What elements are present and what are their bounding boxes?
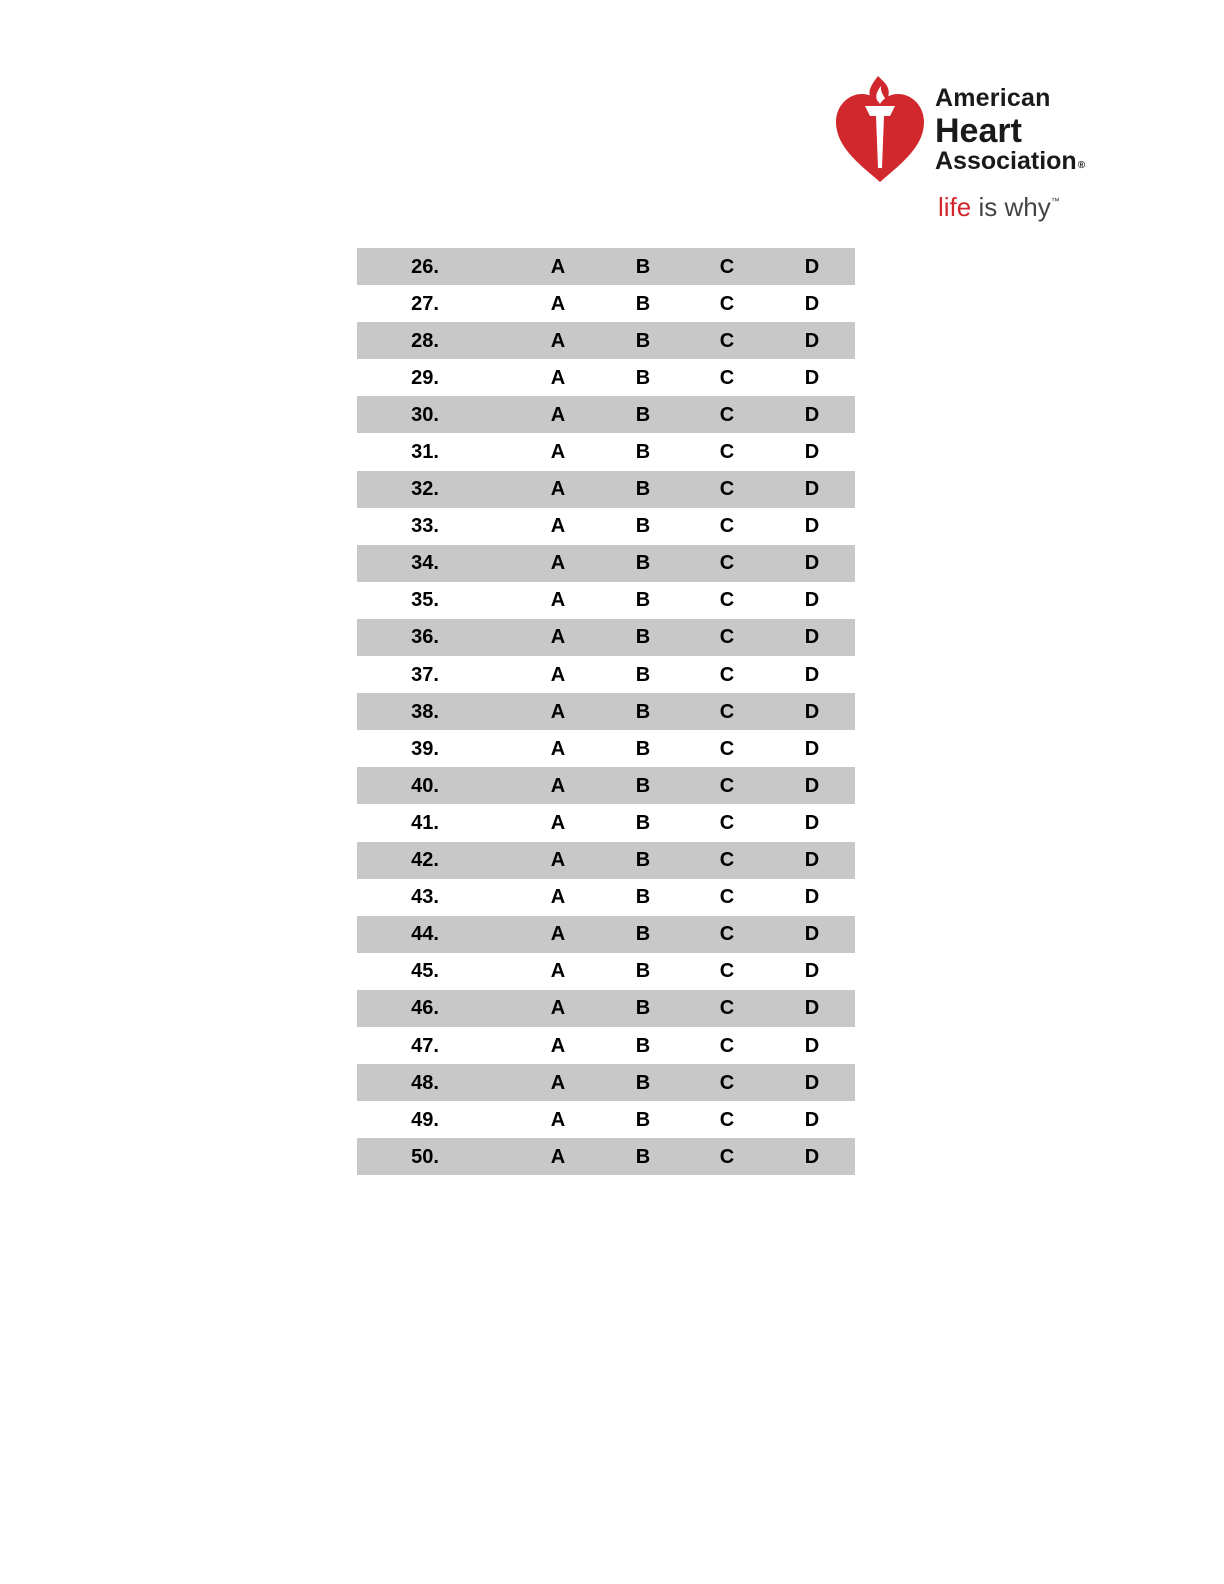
- question-number: 26.: [411, 255, 439, 278]
- answer-row: [357, 322, 855, 359]
- logo-line-heart: Heart: [935, 112, 1022, 150]
- answer-row: [357, 730, 855, 767]
- option-b[interactable]: B: [635, 403, 651, 426]
- answer-row: [357, 879, 855, 916]
- option-d[interactable]: D: [804, 997, 820, 1020]
- answer-row: [357, 767, 855, 804]
- option-c[interactable]: C: [719, 292, 735, 315]
- option-d[interactable]: D: [804, 255, 820, 278]
- option-a[interactable]: A: [550, 515, 566, 538]
- option-d[interactable]: D: [804, 1071, 820, 1094]
- option-d[interactable]: D: [804, 366, 820, 389]
- option-a[interactable]: A: [550, 700, 566, 723]
- option-d[interactable]: D: [804, 886, 820, 909]
- question-number: 43.: [411, 886, 439, 909]
- option-d[interactable]: D: [804, 478, 820, 501]
- aha-logo: [832, 70, 1107, 230]
- question-number: 44.: [411, 923, 439, 946]
- option-b[interactable]: B: [635, 626, 651, 649]
- trademark-mark: ™: [1050, 196, 1060, 206]
- option-b[interactable]: B: [635, 552, 651, 575]
- option-c[interactable]: C: [719, 1145, 735, 1168]
- option-d[interactable]: D: [804, 923, 820, 946]
- question-number: 27.: [411, 292, 439, 315]
- option-a[interactable]: A: [550, 997, 566, 1020]
- option-a[interactable]: A: [550, 626, 566, 649]
- option-a[interactable]: A: [550, 960, 566, 983]
- option-c[interactable]: C: [719, 849, 735, 872]
- option-a[interactable]: A: [550, 663, 566, 686]
- option-a[interactable]: A: [550, 1145, 566, 1168]
- answer-row: [357, 1064, 855, 1101]
- option-c[interactable]: C: [719, 663, 735, 686]
- question-number: 39.: [411, 737, 439, 760]
- answer-row: [357, 1027, 855, 1064]
- option-a[interactable]: A: [550, 1071, 566, 1094]
- option-c[interactable]: C: [719, 441, 735, 464]
- answer-row: [357, 285, 855, 322]
- question-number: 29.: [411, 366, 439, 389]
- option-c[interactable]: C: [719, 1108, 735, 1131]
- answer-row: [357, 1138, 855, 1175]
- option-c[interactable]: C: [719, 923, 735, 946]
- option-a[interactable]: A: [550, 737, 566, 760]
- answer-row: [357, 990, 855, 1027]
- option-a[interactable]: A: [550, 923, 566, 946]
- answer-row: [357, 619, 855, 656]
- option-d[interactable]: D: [804, 849, 820, 872]
- registered-mark: ®: [1077, 160, 1086, 171]
- option-a[interactable]: A: [550, 1108, 566, 1131]
- option-d[interactable]: D: [804, 329, 820, 352]
- question-number: 42.: [411, 849, 439, 872]
- option-b[interactable]: B: [635, 663, 651, 686]
- option-c[interactable]: C: [719, 700, 735, 723]
- option-c[interactable]: C: [719, 886, 735, 909]
- question-number: 40.: [411, 774, 439, 797]
- option-d[interactable]: D: [804, 589, 820, 612]
- question-number: 50.: [411, 1145, 439, 1168]
- option-b[interactable]: B: [635, 515, 651, 538]
- option-b[interactable]: B: [635, 811, 651, 834]
- tagline-rest: is why: [971, 192, 1051, 222]
- answer-row: [357, 1101, 855, 1138]
- answer-row: [357, 582, 855, 619]
- option-d[interactable]: D: [804, 1145, 820, 1168]
- option-a[interactable]: A: [550, 255, 566, 278]
- option-b[interactable]: B: [635, 366, 651, 389]
- option-c[interactable]: C: [719, 478, 735, 501]
- question-number: 30.: [411, 403, 439, 426]
- option-a[interactable]: A: [550, 886, 566, 909]
- option-d[interactable]: D: [804, 1108, 820, 1131]
- option-c[interactable]: C: [719, 255, 735, 278]
- option-b[interactable]: B: [635, 849, 651, 872]
- option-b[interactable]: B: [635, 589, 651, 612]
- question-number: 32.: [411, 478, 439, 501]
- question-number: 28.: [411, 329, 439, 352]
- question-number: 48.: [411, 1071, 439, 1094]
- option-b[interactable]: B: [635, 1108, 651, 1131]
- logo-association-text: Association: [935, 147, 1077, 175]
- option-d[interactable]: D: [804, 811, 820, 834]
- answer-row: [357, 359, 855, 396]
- option-a[interactable]: A: [550, 552, 566, 575]
- logo-tagline: [938, 192, 1060, 223]
- question-number: 45.: [411, 960, 439, 983]
- option-c[interactable]: C: [719, 515, 735, 538]
- option-c[interactable]: C: [719, 1071, 735, 1094]
- option-c[interactable]: C: [719, 589, 735, 612]
- option-a[interactable]: A: [550, 441, 566, 464]
- option-b[interactable]: B: [635, 478, 651, 501]
- option-c[interactable]: C: [719, 811, 735, 834]
- option-c[interactable]: C: [719, 737, 735, 760]
- option-b[interactable]: B: [635, 1071, 651, 1094]
- option-b[interactable]: B: [635, 700, 651, 723]
- question-number: 34.: [411, 552, 439, 575]
- option-d[interactable]: D: [804, 441, 820, 464]
- option-a[interactable]: A: [550, 478, 566, 501]
- answer-row: [357, 433, 855, 470]
- option-c[interactable]: C: [719, 366, 735, 389]
- answer-row: [357, 656, 855, 693]
- answer-row: [357, 471, 855, 508]
- option-a[interactable]: A: [550, 811, 566, 834]
- option-a[interactable]: A: [550, 329, 566, 352]
- question-number: 31.: [411, 441, 439, 464]
- option-b[interactable]: B: [635, 1145, 651, 1168]
- option-c[interactable]: C: [719, 403, 735, 426]
- option-b[interactable]: B: [635, 329, 651, 352]
- option-d[interactable]: D: [804, 774, 820, 797]
- option-c[interactable]: C: [719, 960, 735, 983]
- option-a[interactable]: A: [550, 292, 566, 315]
- logo-wordmark: [935, 86, 1085, 174]
- option-b[interactable]: B: [635, 441, 651, 464]
- question-number: 49.: [411, 1108, 439, 1131]
- option-a[interactable]: A: [550, 366, 566, 389]
- option-b[interactable]: B: [635, 255, 651, 278]
- option-b[interactable]: B: [635, 997, 651, 1020]
- answer-row: [357, 545, 855, 582]
- option-d[interactable]: D: [804, 626, 820, 649]
- option-b[interactable]: B: [635, 886, 651, 909]
- answer-row: [357, 804, 855, 841]
- answer-row: [357, 248, 855, 285]
- option-b[interactable]: B: [635, 737, 651, 760]
- option-a[interactable]: A: [550, 403, 566, 426]
- option-d[interactable]: D: [804, 663, 820, 686]
- answer-row: [357, 508, 855, 545]
- option-d[interactable]: D: [804, 403, 820, 426]
- option-d[interactable]: D: [804, 737, 820, 760]
- question-number: 47.: [411, 1034, 439, 1057]
- option-a[interactable]: A: [550, 589, 566, 612]
- option-b[interactable]: B: [635, 960, 651, 983]
- answer-row: [357, 953, 855, 990]
- question-number: 36.: [411, 626, 439, 649]
- option-c[interactable]: C: [719, 626, 735, 649]
- question-number: 46.: [411, 997, 439, 1020]
- option-a[interactable]: A: [550, 1034, 566, 1057]
- option-d[interactable]: D: [804, 700, 820, 723]
- option-c[interactable]: C: [719, 329, 735, 352]
- option-d[interactable]: D: [804, 292, 820, 315]
- option-c[interactable]: C: [719, 1034, 735, 1057]
- answer-row: [357, 693, 855, 730]
- option-b[interactable]: B: [635, 923, 651, 946]
- tagline-life: life: [938, 192, 972, 222]
- answer-row: [357, 916, 855, 953]
- option-a[interactable]: A: [550, 849, 566, 872]
- answer-sheet-table: [357, 248, 855, 1175]
- question-number: 41.: [411, 811, 439, 834]
- logo-line-american: American: [935, 84, 1051, 112]
- answer-row: [357, 842, 855, 879]
- answer-row: [357, 396, 855, 433]
- option-b[interactable]: B: [635, 774, 651, 797]
- question-number: 35.: [411, 589, 439, 612]
- option-d[interactable]: D: [804, 960, 820, 983]
- option-d[interactable]: D: [804, 515, 820, 538]
- option-b[interactable]: B: [635, 292, 651, 315]
- question-number: 38.: [411, 700, 439, 723]
- heart-torch-icon: [832, 70, 928, 186]
- option-c[interactable]: C: [719, 774, 735, 797]
- option-d[interactable]: D: [804, 1034, 820, 1057]
- option-d[interactable]: D: [804, 552, 820, 575]
- option-c[interactable]: C: [719, 997, 735, 1020]
- question-number: 37.: [411, 663, 439, 686]
- option-c[interactable]: C: [719, 552, 735, 575]
- logo-line-association: [935, 149, 1085, 174]
- question-number: 33.: [411, 515, 439, 538]
- option-a[interactable]: A: [550, 774, 566, 797]
- option-b[interactable]: B: [635, 1034, 651, 1057]
